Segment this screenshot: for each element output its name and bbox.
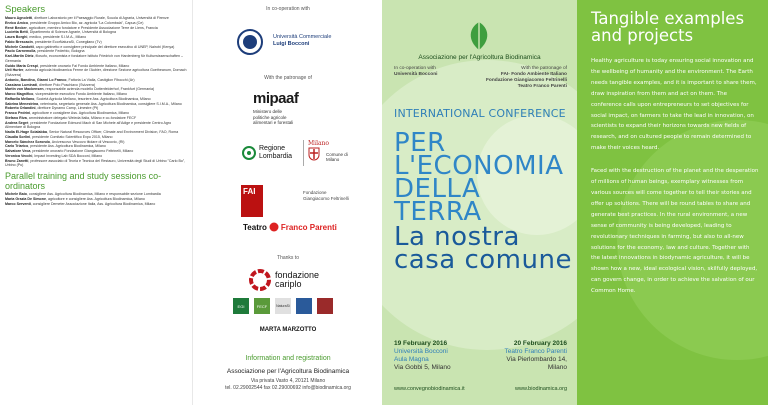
cover-coop-name: Università Bocconi [394,72,438,77]
mipaaf-subtext: Ministero delle politiche agricole alimentari e forestali [253,109,294,125]
phone-text: tel. 02.29002544 fax 02.29000692 info@biodinamica.org [225,385,351,391]
thanks-label: Thanks to [277,255,299,261]
projects-paragraph-1: Healthy agriculture is today ensuring social innovation and the wellbeing of humanity and the environment. The Earth needs tangible examples, and it is important to share them, draw inspiration from them and act on them. The conference calls upon entrepreneurs to set objectives for social impact, on farmers to take the lead in innovation, on scientists to expand their horizons towards new fields of research, and on cultured people to remain determined to make their voices heard. [591,58,757,152]
speaker-name: Michele Candotti [5,44,34,49]
speaker-name: Marco Serventi [5,201,31,206]
speaker-description: , amministratore delegato Weleda Italia, Milano e co-fondatore FECF [26,115,137,120]
cariplo-logo [248,268,319,292]
theatre-circle-icon [269,222,279,232]
speaker-name: Sabrina Menestrina [5,101,39,106]
lombardia-line2: Lombardia [259,153,293,160]
speaker-description: , agricoltore, membro fondatore e Presidente Associazione Terre de Liens, Francia [26,25,158,30]
speaker-description: , presidente Gruppo Amico Bio, az. agricola "La Colombaia", Capua (Ce) [28,20,144,25]
speaker-description: , Impact Investing Lab SDA Bocconi, Milano [32,153,103,158]
cover-panel [382,0,577,405]
speaker-description: , direttore Laboratorio per il Paesaggio Rurale, Scuola di Agraria, Università di Firenze [32,16,169,20]
speaker-description: , presidente EcorNaturaSì, Conegliano (Tv) [32,39,102,44]
coordinator-list [5,192,188,206]
cover-association: Associazione per l'Agricoltura Biodinamica [418,54,541,61]
venue2-city: Milano [547,364,567,371]
speaker-description: , consigliere Demeter Associazione Italia, Ass. Agricoltura Biodinamica, Milano [30,201,156,206]
info-label: Information and registration [245,355,331,362]
venue2-name: Teatro Franco Parenti [504,348,567,355]
speaker-name: Antonio, Bandino, Gianni Lo Franco [5,77,67,82]
speaker-description: , veterinaria, segretario generale Ass. Agricoltura Biodinamica, consigliere S.I.M.A., Milano [38,101,182,106]
mipaaf-text: mipaaf [253,90,299,107]
speaker-description: , filosofo, economista e fondatore Istituto Friedrich von Hardenberg für Kulturwissenschaften – Germania [5,54,183,63]
projects-panel [577,0,768,405]
association-url[interactable]: www.biodinamica.org [515,386,567,392]
speaker-description: , direttore Dynamo Camp, Limestre (Pt) [35,106,99,111]
date-block-1 [394,340,451,372]
speaker-name: Mauro Agnoletti [5,16,33,20]
title-line-4: TERRA [394,197,482,227]
venue1-room: Aula Magna [394,356,429,363]
sponsor-logo-fecf: FECF [254,298,270,314]
cover-cooperation [394,66,437,78]
speaker-name: Maria Grazia De Simone [5,196,46,201]
speaker-description: , agricoltore e consigliere Ass. Agricoltura Biodinamica, Milano [30,111,130,115]
address-text: Via privata Vasto 4, 20121 Milano [250,378,326,384]
speaker-name: Stefano Riva [5,115,27,120]
fai-logo [241,185,263,217]
venue1-name: Università Bocconi [394,348,448,355]
speaker-name: Claudia Sorlini [5,134,31,139]
cover-coop-label: In co-operation with [394,66,436,71]
date-block-2 [504,340,567,372]
speaker-description: , Senior Natural Resources Officer, Climate and Environment Division, FAO, Roma [46,130,179,134]
patronage-label: With the patronage of [264,75,312,81]
feltrinelli-logo [303,190,353,201]
milano-shield-icon [308,147,320,161]
speaker-name: Enrico Amico [5,20,29,25]
speaker-description: , Dipartimento di Scienze Agrarie, Università di Bologna [27,30,117,35]
speaker-name: Guido Maria Crespi [5,63,38,68]
venue2-address: Via Pierlombardo 14, [506,356,567,363]
speaker-name: Bruno Zanetti [5,158,29,163]
projects-paragraph-2: Faced with the destruction of the planet and the desperation of millions of human beings, exemplary witnesses from various sources will come together to tell their stories and offer up solutions. There will be round tables to share and generate best practices. In the rural environment, a new sense of community is being developed, leading to revolutionary techniques in farming, but also to all-new solutions for the economy, law and culture. Together with the latest innovations in biodynamic agriculture, it will be shown how a new, ideal ecological vision, skilfully deployed, can govern change, in order to achieve the salvation of our Common Home. [591,168,759,295]
coordinators-heading: Parallel training and study sessions co-ordinators [5,171,162,191]
speaker-description: , presidente Fondazione Edmund Mach di San Michele all'Adige e presidente Centro Agro Alimentare di Bologna [5,120,172,130]
subtitle-line-1: La nostra [394,222,520,252]
bocconi-line2: Luigi Bocconi [273,41,310,47]
cover-patronage-3: Teatro Franco Parenti [517,84,567,89]
speaker-description: , presidente onorario Fondazione Giangiacomo Feltrinelli, Milano [30,149,134,153]
speaker-description: , professore associato di Teoria e Tecnica del Restauro, Università degli Studi di Urbino "Carlo Bo", Urbino (Pu) [5,158,186,168]
speaker-name: Veronica Vecchi [5,153,33,158]
date1: 19 February 2016 [394,340,448,347]
speaker-name: Martin von Mackensen [5,87,44,92]
cariplo-ring-icon [248,268,272,292]
speakers-heading: Speakers [5,4,46,15]
title-line-2: L'ECONOMIA [394,151,564,181]
feltrinelli-text: Fondazione Giangiacomo Feltrinelli [303,190,349,201]
speaker-name: Lucietta Betti [5,30,28,35]
speaker-description: , Arcivescovo Vescovo titolare di Vescovio, (Ri) [49,139,125,144]
marzotto-text: MARTA MARZOTTO [259,327,317,333]
speaker-name: Franco Pedrini [5,111,31,115]
fondazione-text: fondazione [275,270,320,280]
conference-title [394,128,564,227]
rose-camuna-icon [242,146,256,160]
venue1-address: Via Gobbi 5, Milano [394,364,451,371]
conference-label: INTERNATIONAL CONFERENCE [394,107,566,120]
speaker-name: René Becker [5,25,27,30]
conference-subtitle [394,222,572,275]
sponsor-logo-4 [296,298,312,314]
cooperation-label: In co-operation with [266,6,310,12]
speaker-name: Marcelo Sánchez Sorondo [5,139,50,144]
speaker-name: Laura Borghi [5,35,28,39]
bocconi-emblem-icon [236,28,276,56]
speaker-name: Roberto Orlandini [5,106,36,111]
speaker-entry [5,68,188,78]
sponsor-logo-5 [317,298,333,314]
partners-panel [192,0,382,405]
speaker-name: Marco Magnifico [5,92,34,96]
mipaaf-logo [253,90,323,126]
cover-patronage-2: Fondazione Giangiacomo Feltrinelli [485,78,567,83]
speaker-name: Cassiano Luminati [5,82,37,87]
speaker-description: , responsabile azienda modello Dottenfelderhof, Frankfurt (Germania) [43,87,155,92]
speaker-description: , capo gabinetto e consigliere principale del direttore esecutivo di UNEP, Nairobi (Kenya) [33,44,175,49]
speaker-entry [5,202,188,207]
sponsor-row [233,298,333,314]
lombardia-logo [242,145,292,161]
sponsor-logo-egi: EGI [233,298,249,314]
speaker-name: Michele Baio [5,192,27,196]
speaker-name: Fabio Brescacin [5,39,33,44]
teatro-text: Teatro [243,222,267,232]
association-name: Associazione per l'Agricoltura Biodinamica [226,368,350,375]
speaker-description: , Fattoria La Vialla, Castiglion Fibocchi (Ar) [66,77,135,82]
franco-parenti-text: Franco Parenti [280,222,337,232]
cover-patronage [486,66,567,90]
fai-text: FAI [243,187,256,196]
projects-heading [591,10,758,44]
franco-parenti-logo [243,222,337,232]
speakers-panel [0,0,192,405]
speaker-description: , presidente onorario Fai Fondo Ambiente Italiano, Milano [37,63,130,68]
speaker-description: , Società Agricola Mellano, tesoriere Ass. Agricoltura Biodinamica, Milano [34,96,151,101]
speaker-description: , presidente Comitato Scientifico Expo 2015, Milano [30,134,113,139]
speaker-description: , medico, presidente S.I.M.A., Milano [27,35,87,39]
speaker-description: , agricoltore e consigliere Ass. Agricoltura Biodinamica, Milano [45,196,145,201]
speaker-list [5,16,188,168]
comune-text: Comune di Milano [326,152,348,162]
speaker-name: Ueli Hurter [5,68,24,73]
association-leaf-logo-icon [462,20,496,52]
speaker-entry [5,121,188,131]
date2: 20 February 2016 [513,340,567,347]
speaker-description: , vicepresidente esecutivo Fondo Ambiente Italiano, Milano [33,92,128,96]
title-line-3: DELLA [394,174,481,204]
speaker-name: Andrea Segrè [5,120,29,125]
projects-heading-2: and projects [591,26,694,45]
speaker-name: Nadia El-Hage Scialabba [5,130,47,134]
speaker-description: , presidente Ass. Agricoltura Biodinamica, Milano [28,144,106,149]
speaker-description: , azienda agricola biodinamica Ferme de l'Aubier, direzione Sezione agricoltura Goetheanum, Dornach (Svizzera) [5,68,187,77]
speaker-name: Paolo Carnemolla [5,49,36,54]
speaker-entry [5,54,188,64]
conference-url[interactable]: www.convegnobiodinamica.it [394,386,465,392]
lombardia-line1: Regione [259,145,286,152]
speaker-entry [5,159,188,169]
speaker-name: Carlo Triarico [5,144,29,149]
speaker-description: , direttore Polo Poschiavo (Svizzera) [36,82,96,87]
cariplo-text: cariplo [275,279,302,289]
speaker-name: Karl-Martin Dietz [5,54,34,58]
speaker-name: Raffaella Mellano [5,96,35,101]
cover-patronage-label: With the patronage of [521,66,567,71]
speaker-description: , consigliere Ass. Agricoltura Biodinamica, Milano e responsabile sezione Lombardia [26,192,161,196]
speaker-description: , presidente Federbio, Bologna [35,49,85,54]
speaker-name: Salvatore Veca [5,149,31,153]
title-line-1: PER [394,128,446,158]
projects-heading-1: Tangible examples [591,9,745,28]
subtitle-line-2: casa comune [394,245,572,275]
sponsor-logo-naturasi: NaturaSì [275,298,291,314]
cover-patronage-1: FAI- Fondo Ambiente Italiano [500,72,567,77]
comune-milano-logo [303,140,353,166]
bocconi-line1: Università Commerciale [273,34,332,40]
milano-script: Milano [308,140,330,147]
